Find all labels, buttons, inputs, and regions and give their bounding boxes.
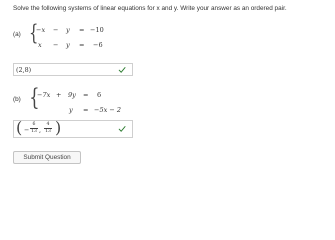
part-a-brace: {	[29, 21, 39, 45]
part-a-label: (a)	[13, 31, 21, 38]
part-b-open-paren: (	[16, 118, 23, 137]
part-a-eq1-rhs: −10	[90, 26, 104, 34]
part-a-answer-value: (2,8)	[16, 66, 32, 74]
part-a-eq2-term-x: x	[38, 41, 42, 49]
part-b-label: (b)	[13, 96, 21, 103]
part-b-y-numerator: 4	[46, 122, 50, 127]
part-a-eq2-operator: −	[53, 41, 59, 49]
part-b-eq2-equals: =	[83, 106, 89, 114]
part-b-close-paren: )	[55, 118, 62, 137]
part-a-eq2-term-y: y	[66, 41, 70, 49]
part-b-check-icon	[118, 125, 126, 133]
part-a-check-mark	[119, 68, 125, 73]
part-a-check-icon	[118, 66, 126, 74]
part-a-eq1-operator: −	[53, 26, 59, 34]
submit-question-button[interactable]: Submit Question	[13, 151, 81, 164]
part-b-eq1-term-y: 9y	[68, 91, 76, 99]
part-b-separator: ,	[39, 126, 42, 134]
part-b-eq2-rhs: −5x − 2	[94, 106, 121, 114]
part-a-eq1-term-y: y	[66, 26, 70, 34]
part-b-eq2-term-y: y	[69, 106, 73, 114]
question-instructions: Solve the following systems of linear equations for x and y. Write your answer as an ordered pair.	[13, 5, 287, 12]
part-a-eq1-term-x: −x	[36, 26, 46, 34]
part-b-x-fraction	[30, 122, 38, 134]
part-b-eq1-term-x: −7x	[37, 91, 51, 99]
part-b-check-mark	[119, 127, 125, 132]
part-b-x-denominator: 13	[31, 129, 37, 134]
part-b-eq1-rhs: 6	[97, 91, 102, 99]
part-a-eq2-equals: =	[79, 41, 85, 49]
part-b-y-denominator: 13	[45, 129, 51, 134]
part-b-x-numerator: 6	[32, 122, 36, 127]
part-a-eq1-equals: =	[79, 26, 85, 34]
part-b-brace: {	[29, 85, 40, 111]
part-b-eq1-operator: +	[56, 91, 62, 99]
part-a-eq2-rhs: −6	[93, 41, 103, 49]
part-b-x-sign: −	[24, 126, 30, 134]
part-b-eq1-equals: =	[83, 91, 89, 99]
part-b-y-fraction	[44, 122, 52, 134]
